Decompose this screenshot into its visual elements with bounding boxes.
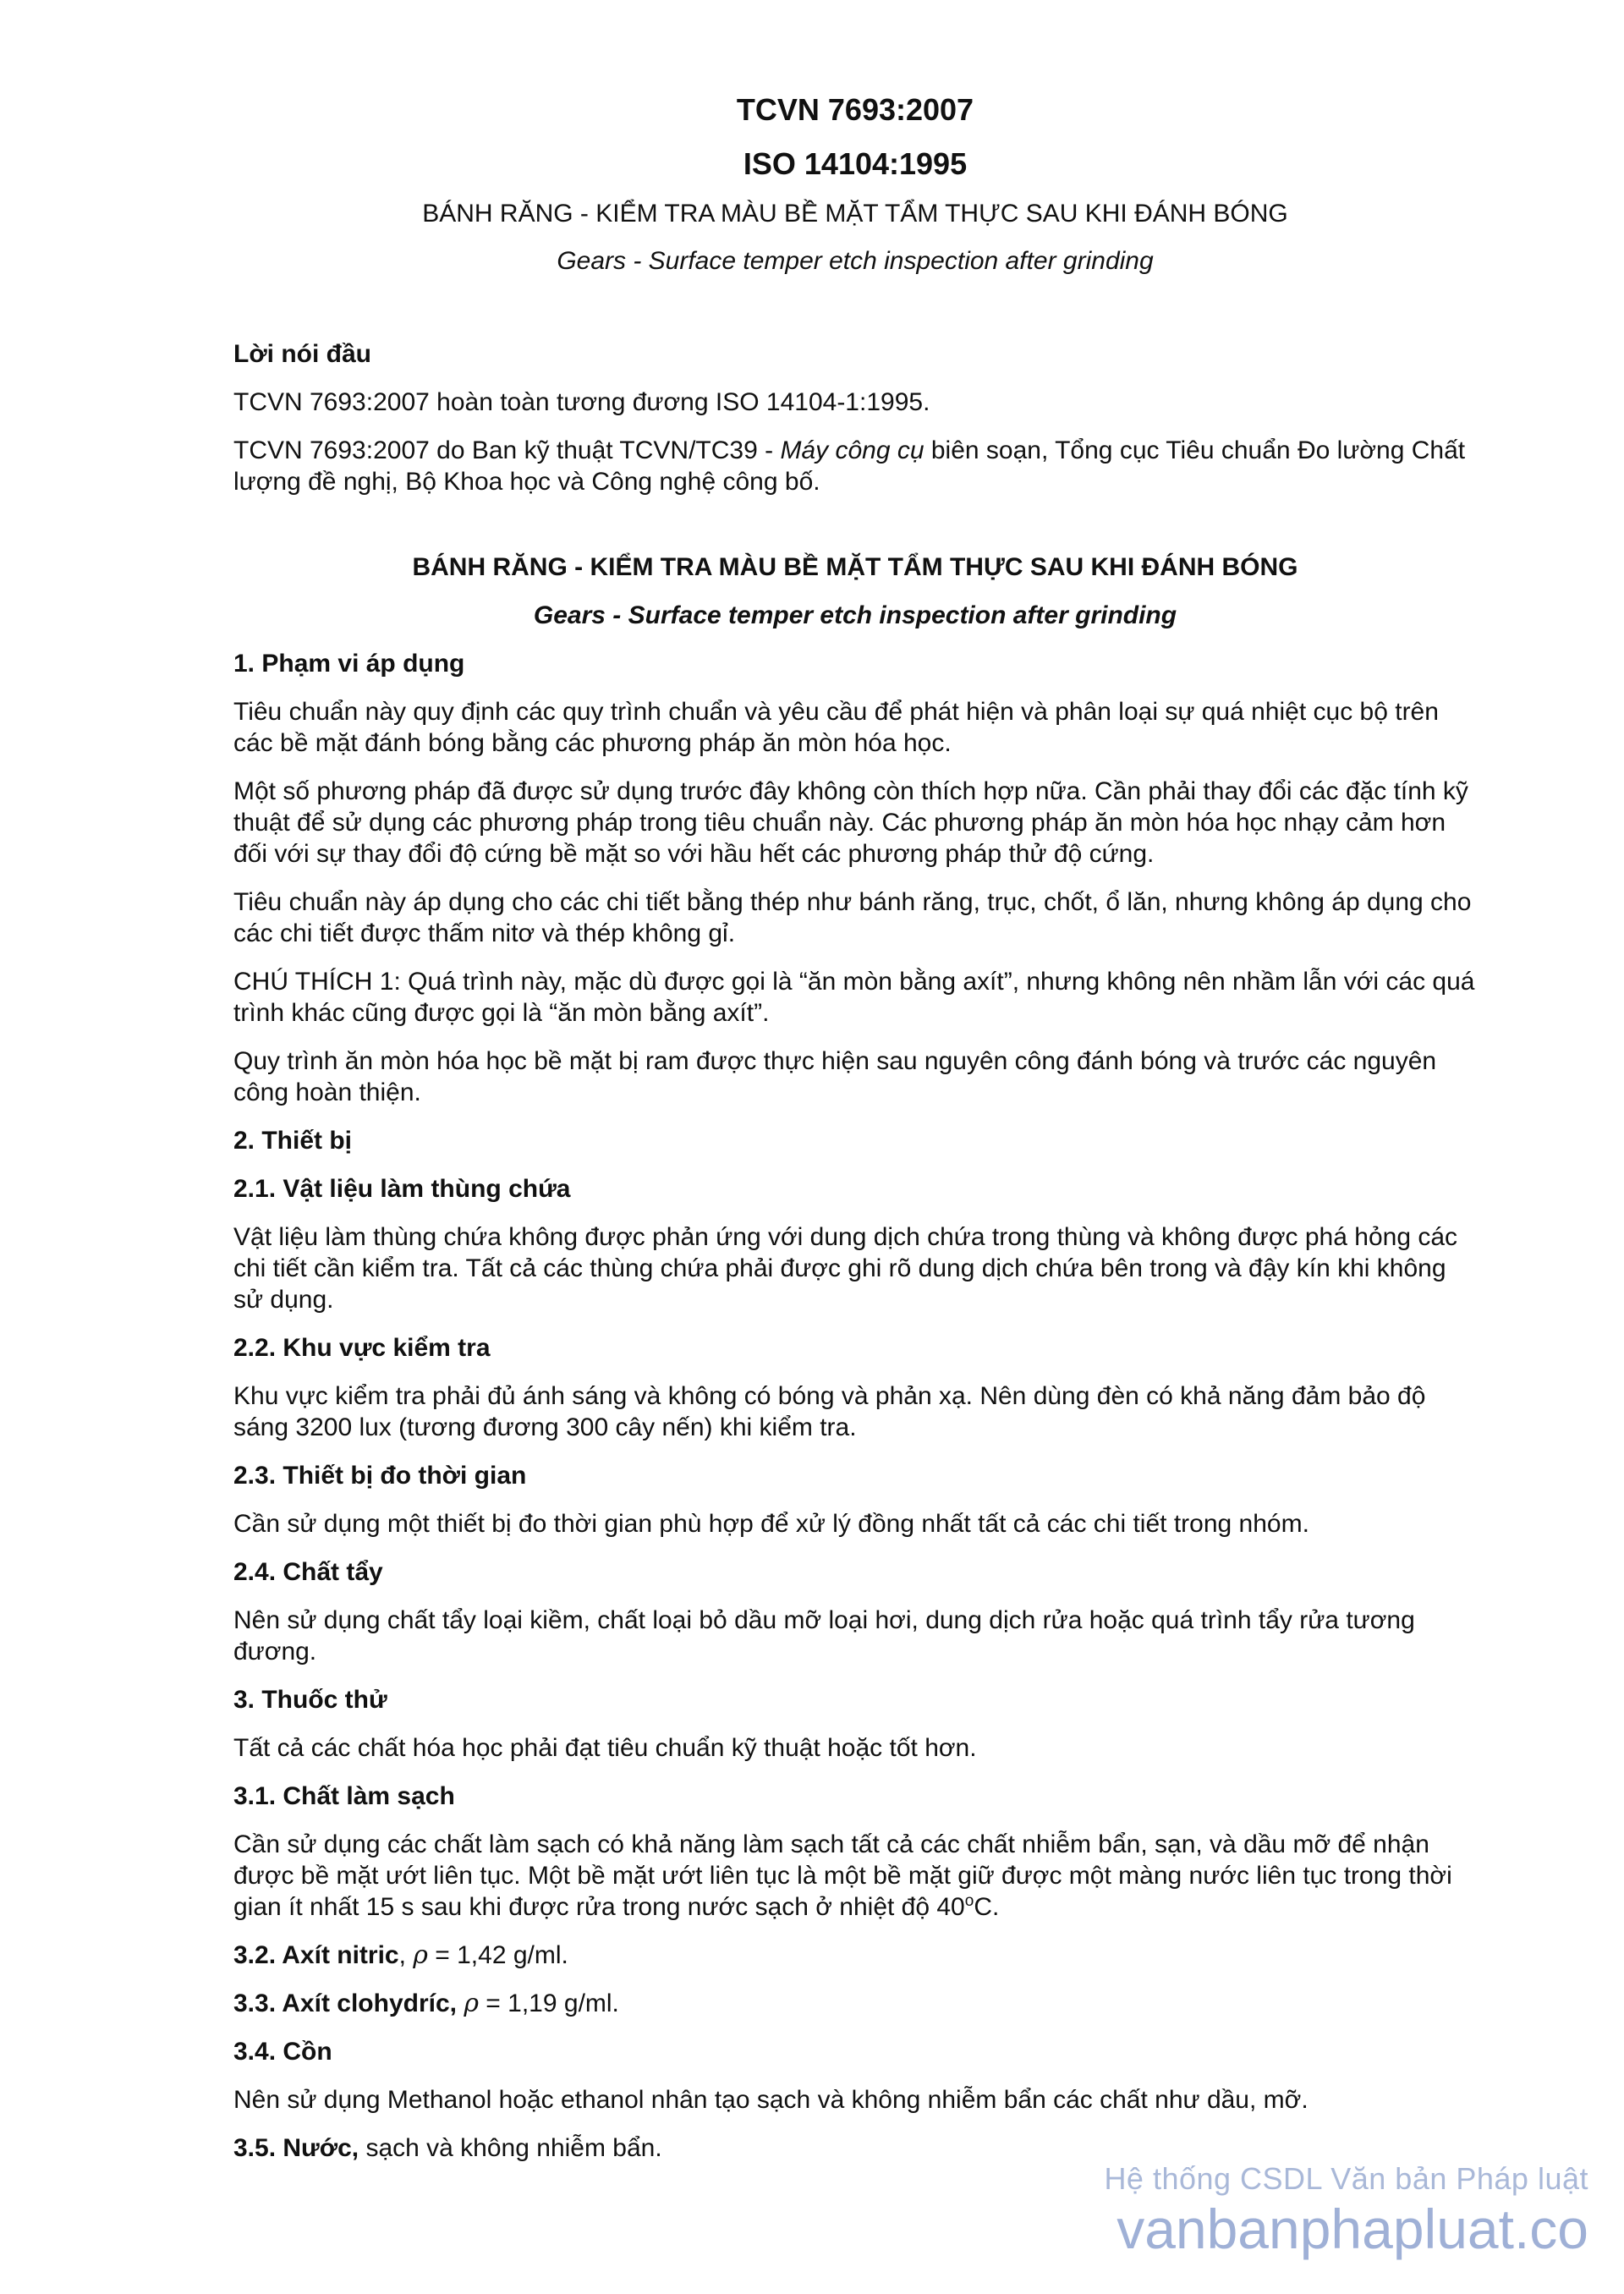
note: CHÚ THÍCH 1: Quá trình này, mặc dù được gọi là “ăn mòn bằng axít”, nhưng không nên nhầm lẫn với các quá trình khác cũng được gọi là “ăn mòn bằng axít”.	[233, 968, 1475, 1027]
subsection-heading: 3.1. Chất làm sạch	[233, 1782, 455, 1810]
watermark-line1: Hệ thống CSDL Văn bản Pháp luật	[1104, 2161, 1588, 2196]
subsection-heading: 2.1. Vật liệu làm thùng chứa	[233, 1175, 571, 1203]
iso-code: ISO 14104:1995	[743, 146, 968, 181]
foreword-text: TCVN 7693:2007 do Ban kỹ thuật TCVN/TC39 -	[233, 436, 781, 464]
paragraph: Quy trình ăn mòn hóa học bề mặt bị ram được thực hiện sau nguyên công đánh bóng và trước các nguyên công hoàn thiện.	[233, 1047, 1437, 1106]
paragraph: Tất cả các chất hóa học phải đạt tiêu chuẩn kỹ thuật hoặc tốt hơn.	[233, 1734, 977, 1762]
paragraph: Nên sử dụng chất tẩy loại kiềm, chất loại bỏ dầu mỡ loại hơi, dung dịch rửa hoặc quá trình tẩy rửa tương đương.	[233, 1606, 1415, 1666]
density-symbol: ρ	[464, 1989, 479, 2018]
reagent-item	[233, 1940, 1477, 1971]
density-symbol: ρ	[413, 1940, 428, 1970]
subsection-heading: 2.4. Chất tẩy	[233, 1558, 383, 1586]
section-heading: 2. Thiết bị	[233, 1127, 353, 1155]
foreword-paragraph: TCVN 7693:2007 hoàn toàn tương đương ISO 14104-1:1995.	[233, 388, 930, 416]
paragraph: Vật liệu làm thùng chứa không được phản ứng với dung dịch chứa trong thùng và không được phá hỏng các chi tiết cần kiểm tra. Tất cả các thùng chứa phải được ghi rõ dung dịch chứa bên trong và đậy kín khi không sử dụng.	[233, 1223, 1458, 1314]
reagent-heading: 3.3. Axít clohydríc,	[233, 1989, 457, 2017]
document-title-vn: BÁNH RĂNG - KIỂM TRA MÀU BỀ MẶT TẨM THỰC SAU KHI ĐÁNH BÓNG	[422, 200, 1288, 228]
paragraph	[233, 1829, 1477, 1923]
subsection-heading: 3.4. Cồn	[233, 2038, 332, 2066]
reagent-text: sạch và không nhiễm bẩn.	[359, 2134, 662, 2162]
standard-code: TCVN 7693:2007	[736, 92, 974, 127]
watermark-site[interactable]: vanbanphapluat.co	[1116, 2198, 1588, 2260]
subsection-heading: 2.3. Thiết bị đo thời gian	[233, 1462, 527, 1490]
paragraph: Cần sử dụng một thiết bị đo thời gian phù hợp để xử lý đồng nhất tất cả các chi tiết trong nhóm.	[233, 1510, 1309, 1538]
watermark	[1104, 2160, 1588, 2260]
paragraph-text: Cần sử dụng các chất làm sạch có khả năng làm sạch tất cả các chất nhiễm bẩn, sạn, và dầu mỡ để nhận được bề mặt ướt liên tục. Một bề mặt ướt liên tục là một bề mặt giữ được một màng nước liên tục trong thời gian ít nhất 15 s sau khi được rửa trong nước sạch ở nhiệt độ 40	[233, 1830, 1452, 1921]
foreword-heading: Lời nói đầu	[233, 340, 371, 368]
section-heading: 1. Phạm vi áp dụng	[233, 650, 465, 678]
foreword-text: biên soạn, Tổng cục Tiêu chuẩn Đo lường Chất lượng đề nghị, Bộ Khoa học và Công nghệ công bố.	[233, 436, 1466, 496]
paragraph: Khu vực kiểm tra phải đủ ánh sáng và không có bóng và phản xạ. Nên dùng đèn có khả năng đảm bảo độ sáng 3200 lux (tương đương 300 cây nến) khi kiểm tra.	[233, 1382, 1426, 1441]
subsection-heading: 2.2. Khu vực kiểm tra	[233, 1334, 491, 1362]
degree-superscript: o	[964, 1892, 974, 1910]
paragraph-text: C.	[974, 1893, 1000, 1921]
section-heading: 3. Thuốc thử	[233, 1686, 387, 1714]
reagent-text: = 1,42 g/ml.	[427, 1941, 568, 1969]
document-title-en: Gears - Surface temper etch inspection after grinding	[557, 247, 1154, 275]
paragraph: Tiêu chuẩn này quy định các quy trình chuẩn và yêu cầu để phát hiện và phân loại sự quá nhiệt cục bộ trên các bề mặt đánh bóng bằng các phương pháp ăn mòn hóa học.	[233, 698, 1439, 757]
reagent-item	[233, 1988, 1477, 2019]
reagent-text: = 1,19 g/ml.	[478, 1989, 619, 2017]
reagent-heading: 3.2. Axít nitric	[233, 1941, 399, 1969]
reagent-text: ,	[398, 1941, 414, 1969]
paragraph: Tiêu chuẩn này áp dụng cho các chi tiết bằng thép như bánh răng, trục, chốt, ổ lăn, nhưng không áp dụng cho các chi tiết được thấm nitơ và thép không gỉ.	[233, 888, 1472, 947]
paragraph: Một số phương pháp đã được sử dụng trước đây không còn thích hợp nữa. Cần phải thay đổi các đặc tính kỹ thuật để sử dụng các phương pháp trong tiêu chuẩn này. Các phương pháp ăn mòn hóa học nhạy cảm hơn đối với sự thay đổi độ cứng bề mặt so với hầu hết các phương pháp thử độ cứng.	[233, 777, 1468, 868]
document-page	[233, 91, 1477, 2181]
foreword-paragraph	[233, 435, 1477, 497]
paragraph: Nên sử dụng Methanol hoặc ethanol nhân tạo sạch và không nhiễm bẩn các chất như dầu, mỡ.	[233, 2086, 1309, 2114]
body-title-vn: BÁNH RĂNG - KIỂM TRA MÀU BỀ MẶT TẨM THỰC SAU KHI ĐÁNH BÓNG	[412, 553, 1298, 581]
body-title-en: Gears - Surface temper etch inspection after grinding	[533, 601, 1177, 629]
reagent-heading: 3.5. Nước,	[233, 2134, 359, 2162]
foreword-committee-name: Máy công cụ	[780, 436, 924, 464]
reagent-item	[233, 2132, 1477, 2164]
